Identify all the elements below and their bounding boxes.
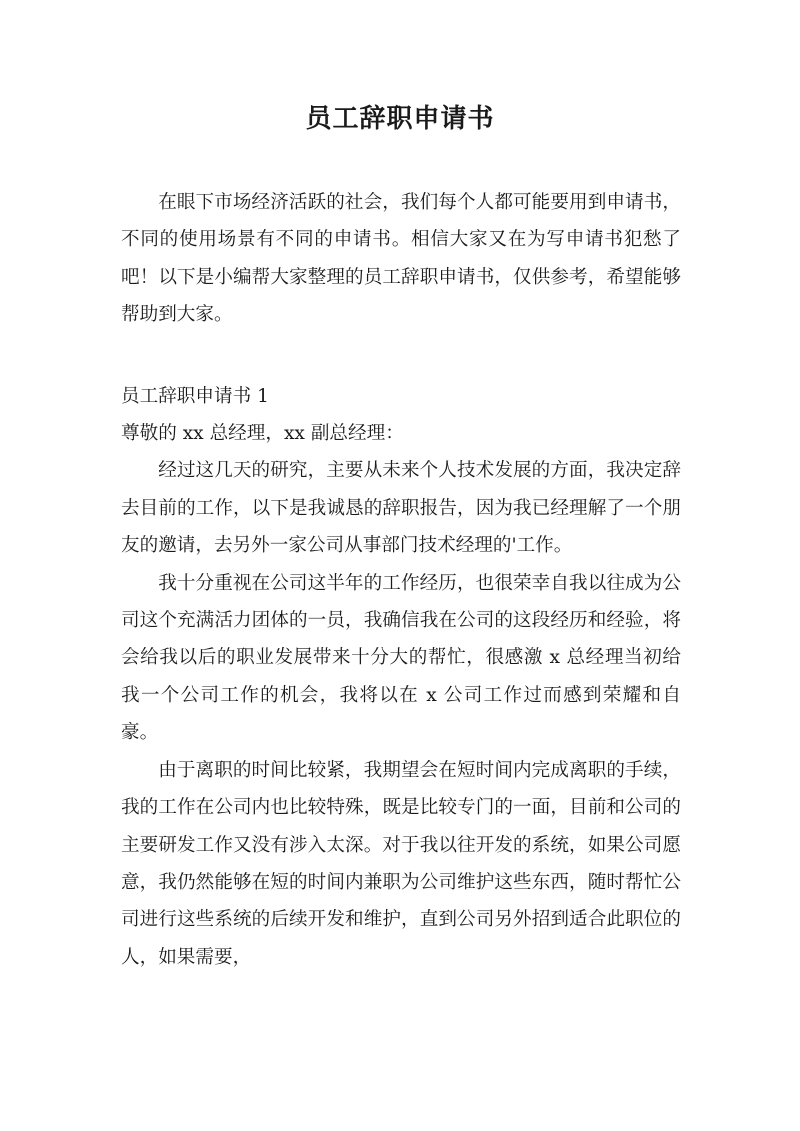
intro-paragraph: 在眼下市场经济活跃的社会，我们每个人都可能要用到申请书，不同的使用场景有不同的申请书。相信大家又在为写申请书犯愁了吧！以下是小编帮大家整理的员工辞职申请书，仅供参考，希望能够帮助到大家。 xyxy=(121,192,681,326)
body-paragraph-2: 我十分重视在公司这半年的工作经历，也很荣幸自我以往成为公司这个充满活力团体的一员，我确信我在公司的这段经历和经验，将会给我以后的职业发展带来十分大的帮忙，很感激 x 总经理当初给我一个公司工作的机会，我将以在 x 公司工作过而感到荣耀和自豪。 xyxy=(121,572,681,744)
salutation: 尊敬的 xx 总经理，xx 副总经理： xyxy=(121,423,404,445)
document-body xyxy=(121,184,681,976)
body-paragraph-3: 由于离职的时间比较紧，我期望会在短时间内完成离职的手续，我的工作在公司内也比较特殊，既是比较专门的一面，目前和公司的主要研发工作又没有涉入太深。对于我以往开发的系统，如果公司愿意，我仍然能够在短的时间内兼职为公司维护这些东西，随时帮忙公司进行这些系统的后续开发和维护，直到公司另外招到适合此职位的人，如果需要， xyxy=(121,759,681,968)
body-paragraph-1: 经过这几天的研究，主要从未来个人技术发展的方面，我决定辞去目前的工作，以下是我诚恳的辞职报告，因为我已经理解了一个朋友的邀请，去另外一家公司从事部门技术经理的'工作。 xyxy=(121,460,681,557)
document-title: 员工辞职申请书 xyxy=(305,104,495,134)
section-heading: 员工辞职申请书 1 xyxy=(121,385,269,407)
paragraph-spacer xyxy=(121,334,681,378)
